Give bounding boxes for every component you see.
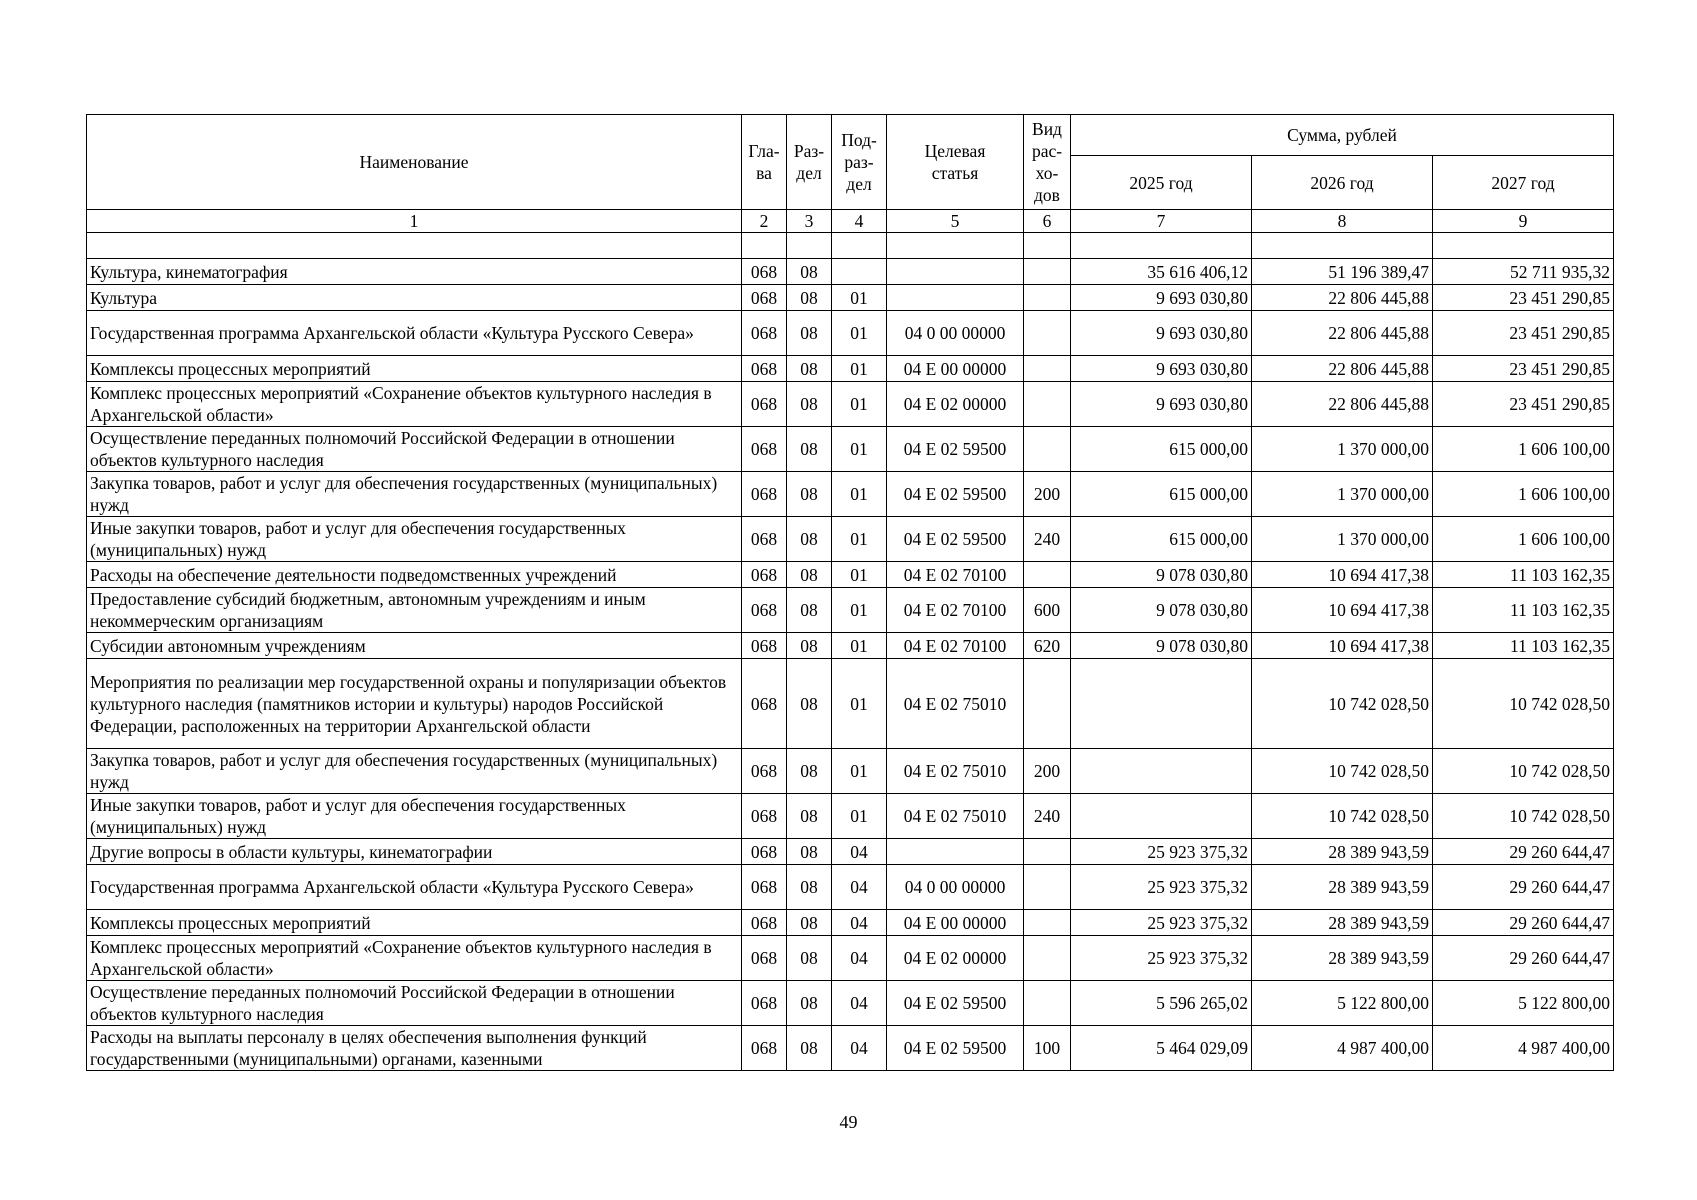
header-vid-raskhodov: Вид рас- хо- дов — [1024, 115, 1071, 210]
table-row — [87, 472, 1614, 517]
column-number: 6 — [1024, 210, 1071, 233]
podrazdel-cell: 01 — [832, 562, 887, 588]
razdel-cell: 08 — [787, 259, 832, 285]
glava-cell: 068 — [742, 936, 787, 981]
sum-2026-cell: 28 389 943,59 — [1252, 839, 1433, 865]
name-cell: Закупка товаров, работ и услуг для обеспечения государственных (муниципальных) нужд — [87, 472, 742, 517]
podrazdel-cell: 01 — [832, 311, 887, 356]
tselevaya-statya-cell: 04 Е 02 75010 — [887, 749, 1024, 794]
sum-2026-cell: 1 370 000,00 — [1252, 472, 1433, 517]
sum-2027-cell: 10 742 028,50 — [1433, 659, 1614, 749]
name-cell: Предоставление субсидий бюджетным, автономным учреждениям и иным некоммерческим организациям — [87, 588, 742, 633]
vid-raskhodov-cell — [1024, 427, 1071, 472]
podrazdel-cell: 01 — [832, 588, 887, 633]
sum-2026-cell: 10 694 417,38 — [1252, 633, 1433, 659]
glava-cell: 068 — [742, 910, 787, 936]
sum-2026-cell: 28 389 943,59 — [1252, 910, 1433, 936]
vid-raskhodov-cell: 240 — [1024, 517, 1071, 562]
tselevaya-statya-cell: 04 Е 02 59500 — [887, 981, 1024, 1026]
sum-2027-cell: 29 260 644,47 — [1433, 910, 1614, 936]
header-glava: Гла- ва — [742, 115, 787, 210]
table-row — [87, 259, 1614, 285]
name-cell: Комплекс процессных мероприятий «Сохранение объектов культурного наследия в Архангельской области» — [87, 382, 742, 427]
name-cell: Культура — [87, 285, 742, 311]
razdel-cell: 08 — [787, 427, 832, 472]
glava-cell: 068 — [742, 517, 787, 562]
sum-2027-cell: 10 742 028,50 — [1433, 794, 1614, 839]
empty-cell — [1433, 233, 1614, 259]
podrazdel-cell: 01 — [832, 356, 887, 382]
table-row — [87, 562, 1614, 588]
header-year-2025: 2025 год — [1071, 156, 1252, 210]
podrazdel-cell: 01 — [832, 633, 887, 659]
tselevaya-statya-cell: 04 0 00 00000 — [887, 865, 1024, 910]
table-row — [87, 1026, 1614, 1071]
sum-2025-cell: 25 923 375,32 — [1071, 910, 1252, 936]
glava-cell: 068 — [742, 427, 787, 472]
podrazdel-cell: 01 — [832, 659, 887, 749]
glava-cell: 068 — [742, 472, 787, 517]
table-row — [87, 794, 1614, 839]
table-row — [87, 588, 1614, 633]
glava-cell: 068 — [742, 311, 787, 356]
glava-cell: 068 — [742, 1026, 787, 1071]
table-row — [87, 981, 1614, 1026]
table-row — [87, 910, 1614, 936]
vid-raskhodov-cell — [1024, 910, 1071, 936]
name-cell: Государственная программа Архангельской области «Культура Русского Севера» — [87, 311, 742, 356]
page-number: 49 — [839, 1112, 858, 1132]
razdel-cell: 08 — [787, 356, 832, 382]
name-cell: Осуществление переданных полномочий Российской Федерации в отношении объектов культурного наследия — [87, 981, 742, 1026]
sum-2027-cell: 1 606 100,00 — [1433, 427, 1614, 472]
tselevaya-statya-cell: 04 0 00 00000 — [887, 311, 1024, 356]
tselevaya-statya-cell: 04 Е 02 70100 — [887, 562, 1024, 588]
glava-cell: 068 — [742, 981, 787, 1026]
sum-2027-cell: 11 103 162,35 — [1433, 562, 1614, 588]
razdel-cell: 08 — [787, 588, 832, 633]
table-row — [87, 839, 1614, 865]
vid-raskhodov-cell — [1024, 659, 1071, 749]
sum-2027-cell: 1 606 100,00 — [1433, 472, 1614, 517]
tselevaya-statya-cell: 04 Е 02 70100 — [887, 588, 1024, 633]
sum-2025-cell: 25 923 375,32 — [1071, 839, 1252, 865]
razdel-cell: 08 — [787, 382, 832, 427]
empty-cell — [887, 233, 1024, 259]
column-number: 2 — [742, 210, 787, 233]
sum-2027-cell: 23 451 290,85 — [1433, 285, 1614, 311]
tselevaya-statya-cell: 04 Е 02 59500 — [887, 472, 1024, 517]
podrazdel-cell: 04 — [832, 839, 887, 865]
table-row — [87, 311, 1614, 356]
sum-2027-cell: 1 606 100,00 — [1433, 517, 1614, 562]
sum-2027-cell: 10 742 028,50 — [1433, 749, 1614, 794]
header-year-2026: 2026 год — [1252, 156, 1433, 210]
vid-raskhodov-cell — [1024, 259, 1071, 285]
sum-2027-cell: 29 260 644,47 — [1433, 839, 1614, 865]
sum-2026-cell: 1 370 000,00 — [1252, 517, 1433, 562]
sum-2026-cell: 28 389 943,59 — [1252, 865, 1433, 910]
sum-2025-cell: 9 078 030,80 — [1071, 633, 1252, 659]
glava-cell: 068 — [742, 749, 787, 794]
header-podrazdel: Под- раз- дел — [832, 115, 887, 210]
table-row — [87, 382, 1614, 427]
razdel-cell: 08 — [787, 794, 832, 839]
vid-raskhodov-cell: 620 — [1024, 633, 1071, 659]
razdel-cell: 08 — [787, 633, 832, 659]
razdel-cell: 08 — [787, 749, 832, 794]
header-row — [87, 115, 1614, 156]
razdel-cell: 08 — [787, 517, 832, 562]
name-cell: Государственная программа Архангельской области «Культура Русского Севера» — [87, 865, 742, 910]
sum-2026-cell: 10 694 417,38 — [1252, 588, 1433, 633]
budget-table — [86, 114, 1614, 1071]
column-number: 8 — [1252, 210, 1433, 233]
tselevaya-statya-cell: 04 Е 02 59500 — [887, 427, 1024, 472]
sum-2027-cell: 23 451 290,85 — [1433, 382, 1614, 427]
vid-raskhodov-cell — [1024, 382, 1071, 427]
glava-cell: 068 — [742, 659, 787, 749]
podrazdel-cell: 04 — [832, 865, 887, 910]
table-row — [87, 285, 1614, 311]
tselevaya-statya-cell: 04 Е 02 75010 — [887, 659, 1024, 749]
razdel-cell: 08 — [787, 839, 832, 865]
razdel-cell: 08 — [787, 1026, 832, 1071]
vid-raskhodov-cell — [1024, 285, 1071, 311]
tselevaya-statya-cell: 04 Е 02 70100 — [887, 633, 1024, 659]
podrazdel-cell: 01 — [832, 382, 887, 427]
tselevaya-statya-cell: 04 Е 00 00000 — [887, 910, 1024, 936]
table-row — [87, 865, 1614, 910]
sum-2026-cell: 10 694 417,38 — [1252, 562, 1433, 588]
tselevaya-statya-cell — [887, 259, 1024, 285]
podrazdel-cell — [832, 259, 887, 285]
sum-2026-cell: 28 389 943,59 — [1252, 936, 1433, 981]
name-cell: Другие вопросы в области культуры, кинематографии — [87, 839, 742, 865]
empty-cell — [742, 233, 787, 259]
sum-2027-cell: 52 711 935,32 — [1433, 259, 1614, 285]
sum-2027-cell: 5 122 800,00 — [1433, 981, 1614, 1026]
name-cell: Комплексы процессных мероприятий — [87, 356, 742, 382]
name-cell: Иные закупки товаров, работ и услуг для обеспечения государственных (муниципальных) нужд — [87, 517, 742, 562]
sum-2026-cell: 22 806 445,88 — [1252, 311, 1433, 356]
empty-cell — [1071, 233, 1252, 259]
empty-cell — [1024, 233, 1071, 259]
glava-cell: 068 — [742, 839, 787, 865]
header-tselevaya-statya: Целевая статья — [887, 115, 1024, 210]
sum-2026-cell: 4 987 400,00 — [1252, 1026, 1433, 1071]
sum-2025-cell: 25 923 375,32 — [1071, 865, 1252, 910]
column-number: 3 — [787, 210, 832, 233]
vid-raskhodov-cell — [1024, 356, 1071, 382]
table-row — [87, 749, 1614, 794]
podrazdel-cell: 01 — [832, 517, 887, 562]
vid-raskhodov-cell — [1024, 311, 1071, 356]
table-row — [87, 427, 1614, 472]
sum-2027-cell: 23 451 290,85 — [1433, 311, 1614, 356]
glava-cell: 068 — [742, 633, 787, 659]
name-cell: Субсидии автономным учреждениям — [87, 633, 742, 659]
sum-2025-cell: 9 693 030,80 — [1071, 382, 1252, 427]
tselevaya-statya-cell: 04 Е 02 00000 — [887, 936, 1024, 981]
sum-2025-cell: 9 078 030,80 — [1071, 588, 1252, 633]
column-number: 7 — [1071, 210, 1252, 233]
header-razdel: Раз- дел — [787, 115, 832, 210]
razdel-cell: 08 — [787, 865, 832, 910]
vid-raskhodov-cell: 200 — [1024, 472, 1071, 517]
name-cell: Расходы на обеспечение деятельности подведомственных учреждений — [87, 562, 742, 588]
razdel-cell: 08 — [787, 562, 832, 588]
vid-raskhodov-cell — [1024, 981, 1071, 1026]
sum-2025-cell: 35 616 406,12 — [1071, 259, 1252, 285]
name-cell: Комплекс процессных мероприятий «Сохранение объектов культурного наследия в Архангельской области» — [87, 936, 742, 981]
name-cell: Закупка товаров, работ и услуг для обеспечения государственных (муниципальных) нужд — [87, 749, 742, 794]
empty-spacer-row — [87, 233, 1614, 259]
sum-2026-cell: 22 806 445,88 — [1252, 285, 1433, 311]
glava-cell: 068 — [742, 562, 787, 588]
sum-2025-cell: 615 000,00 — [1071, 517, 1252, 562]
vid-raskhodov-cell — [1024, 839, 1071, 865]
empty-cell — [787, 233, 832, 259]
razdel-cell: 08 — [787, 910, 832, 936]
sum-2025-cell — [1071, 794, 1252, 839]
razdel-cell: 08 — [787, 659, 832, 749]
tselevaya-statya-cell — [887, 839, 1024, 865]
empty-cell — [832, 233, 887, 259]
glava-cell: 068 — [742, 794, 787, 839]
glava-cell: 068 — [742, 382, 787, 427]
table-row — [87, 936, 1614, 981]
podrazdel-cell: 01 — [832, 749, 887, 794]
vid-raskhodov-cell — [1024, 865, 1071, 910]
podrazdel-cell: 04 — [832, 910, 887, 936]
glava-cell: 068 — [742, 285, 787, 311]
sum-2027-cell: 11 103 162,35 — [1433, 588, 1614, 633]
sum-2025-cell: 9 078 030,80 — [1071, 562, 1252, 588]
sum-2026-cell: 10 742 028,50 — [1252, 794, 1433, 839]
tselevaya-statya-cell: 04 Е 02 59500 — [887, 517, 1024, 562]
razdel-cell: 08 — [787, 981, 832, 1026]
vid-raskhodov-cell: 100 — [1024, 1026, 1071, 1071]
sum-2026-cell: 22 806 445,88 — [1252, 356, 1433, 382]
vid-raskhodov-cell — [1024, 562, 1071, 588]
sum-2026-cell: 1 370 000,00 — [1252, 427, 1433, 472]
table-row — [87, 356, 1614, 382]
podrazdel-cell: 01 — [832, 285, 887, 311]
vid-raskhodov-cell: 600 — [1024, 588, 1071, 633]
glava-cell: 068 — [742, 588, 787, 633]
tselevaya-statya-cell: 04 Е 02 75010 — [887, 794, 1024, 839]
podrazdel-cell: 01 — [832, 427, 887, 472]
tselevaya-statya-cell: 04 Е 02 00000 — [887, 382, 1024, 427]
sum-2025-cell: 9 693 030,80 — [1071, 356, 1252, 382]
name-cell: Расходы на выплаты персоналу в целях обеспечения выполнения функций государственными (муниципальными) органами, казенными — [87, 1026, 742, 1071]
table-row — [87, 633, 1614, 659]
column-number: 1 — [87, 210, 742, 233]
sum-2027-cell: 11 103 162,35 — [1433, 633, 1614, 659]
name-cell: Комплексы процессных мероприятий — [87, 910, 742, 936]
sum-2025-cell: 5 596 265,02 — [1071, 981, 1252, 1026]
name-cell: Мероприятия по реализации мер государственной охраны и популяризации объектов культурного наследия (памятников истории и культуры) народов Российской Федерации, расположенных на территории Архангельской области — [87, 659, 742, 749]
tselevaya-statya-cell: 04 Е 00 00000 — [887, 356, 1024, 382]
sum-2026-cell: 5 122 800,00 — [1252, 981, 1433, 1026]
podrazdel-cell: 01 — [832, 794, 887, 839]
razdel-cell: 08 — [787, 285, 832, 311]
podrazdel-cell: 04 — [832, 981, 887, 1026]
sum-2025-cell: 25 923 375,32 — [1071, 936, 1252, 981]
name-cell: Осуществление переданных полномочий Российской Федерации в отношении объектов культурного наследия — [87, 427, 742, 472]
sum-2025-cell: 615 000,00 — [1071, 427, 1252, 472]
glava-cell: 068 — [742, 259, 787, 285]
glava-cell: 068 — [742, 865, 787, 910]
sum-2025-cell — [1071, 659, 1252, 749]
sum-2026-cell: 10 742 028,50 — [1252, 749, 1433, 794]
razdel-cell: 08 — [787, 936, 832, 981]
column-number: 4 — [832, 210, 887, 233]
sum-2025-cell: 615 000,00 — [1071, 472, 1252, 517]
table-row — [87, 517, 1614, 562]
tselevaya-statya-cell — [887, 285, 1024, 311]
vid-raskhodov-cell: 240 — [1024, 794, 1071, 839]
sum-2027-cell: 29 260 644,47 — [1433, 865, 1614, 910]
sum-2026-cell: 51 196 389,47 — [1252, 259, 1433, 285]
sum-2025-cell: 9 693 030,80 — [1071, 311, 1252, 356]
glava-cell: 068 — [742, 356, 787, 382]
sum-2025-cell: 9 693 030,80 — [1071, 285, 1252, 311]
razdel-cell: 08 — [787, 472, 832, 517]
column-numbers-row — [87, 210, 1614, 233]
vid-raskhodov-cell: 200 — [1024, 749, 1071, 794]
sum-2026-cell: 10 742 028,50 — [1252, 659, 1433, 749]
sum-2027-cell: 29 260 644,47 — [1433, 936, 1614, 981]
column-number: 5 — [887, 210, 1024, 233]
tselevaya-statya-cell: 04 Е 02 59500 — [887, 1026, 1024, 1071]
header-name: Наименование — [87, 115, 742, 210]
sum-2025-cell: 5 464 029,09 — [1071, 1026, 1252, 1071]
name-cell: Культура, кинематография — [87, 259, 742, 285]
header-summa: Сумма, рублей — [1071, 115, 1614, 156]
sum-2025-cell — [1071, 749, 1252, 794]
razdel-cell: 08 — [787, 311, 832, 356]
sum-2026-cell: 22 806 445,88 — [1252, 382, 1433, 427]
empty-cell — [1252, 233, 1433, 259]
header-year-2027: 2027 год — [1433, 156, 1614, 210]
podrazdel-cell: 01 — [832, 472, 887, 517]
column-number: 9 — [1433, 210, 1614, 233]
sum-2027-cell: 4 987 400,00 — [1433, 1026, 1614, 1071]
empty-cell — [87, 233, 742, 259]
vid-raskhodov-cell — [1024, 936, 1071, 981]
podrazdel-cell: 04 — [832, 1026, 887, 1071]
podrazdel-cell: 04 — [832, 936, 887, 981]
name-cell: Иные закупки товаров, работ и услуг для обеспечения государственных (муниципальных) нужд — [87, 794, 742, 839]
sum-2027-cell: 23 451 290,85 — [1433, 356, 1614, 382]
table-row — [87, 659, 1614, 749]
